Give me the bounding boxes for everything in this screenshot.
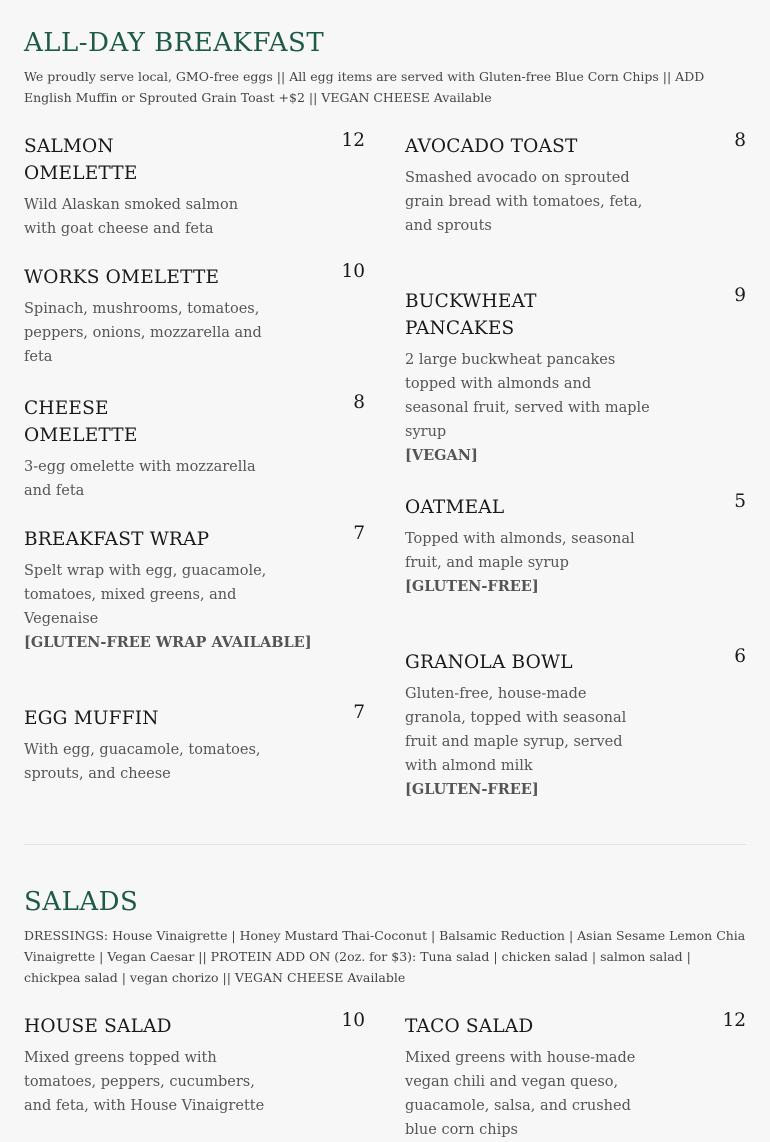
item-name: OATMEAL	[405, 497, 505, 518]
dietary-tag: [VEGAN]	[405, 447, 478, 464]
item-name: HOUSE SALAD	[24, 1016, 172, 1037]
item-price: 7	[353, 523, 365, 544]
menu-item-avocado-toast	[405, 130, 746, 238]
item-price: 7	[353, 702, 365, 723]
item-description: Smashed avocado on sprouted grain bread with tomatoes, feta, and sprouts	[405, 170, 643, 234]
item-description: Mixed greens topped with tomatoes, peppers, cucumbers, and feta, with House Vinaigrette	[24, 1050, 265, 1114]
menu-item-cheese-omelette	[24, 392, 365, 503]
item-description: Spelt wrap with egg, guacamole, tomatoes, mixed greens, and Vegenaise	[24, 563, 267, 627]
menu-item-salmon-omelette	[24, 130, 365, 241]
item-name: BREAKFAST WRAP	[24, 529, 210, 550]
menu-item-breakfast-wrap	[24, 523, 365, 655]
item-name: CHEESE OMELETTE	[24, 398, 138, 446]
item-price: 9	[734, 285, 746, 306]
item-description: Mixed greens with house-made vegan chili and vegan queso, guacamole, salsa, and crushed blue corn chips	[405, 1050, 636, 1138]
item-description: Spinach, mushrooms, tomatoes, peppers, onions, mozzarella and feta	[24, 301, 262, 365]
item-description: Gluten-free, house-made granola, topped with seasonal fruit and maple syrup, served with almond milk	[405, 686, 627, 774]
item-name: GRANOLA BOWL	[405, 652, 573, 673]
item-price: 6	[734, 646, 746, 667]
menu-item-granola-bowl	[405, 646, 746, 802]
menu-item-taco-salad	[405, 1010, 746, 1142]
item-name: EGG MUFFIN	[24, 708, 159, 729]
menu-item-buckwheat-pancakes	[405, 285, 746, 468]
item-name: WORKS OMELETTE	[24, 267, 220, 288]
item-description: Topped with almonds, seasonal fruit, and maple syrup	[405, 531, 635, 571]
breakfast-title: ALL-DAY BREAKFAST	[24, 28, 325, 58]
menu-item-works-omelette	[24, 261, 365, 369]
item-name: SALMON OMELETTE	[24, 136, 138, 184]
item-name: BUCKWHEAT PANCAKES	[405, 291, 537, 339]
menu-item-egg-muffin	[24, 702, 365, 786]
item-price: 10	[341, 1010, 365, 1031]
menu-item-oatmeal	[405, 491, 746, 599]
item-description: 3-egg omelette with mozzarella and feta	[24, 459, 256, 499]
item-price: 10	[341, 261, 365, 282]
dietary-tag: [GLUTEN-FREE WRAP AVAILABLE]	[24, 634, 312, 651]
item-price: 12	[341, 130, 365, 151]
breakfast-note: We proudly serve local, GMO-free eggs || All egg items are served with Gluten-free Blue Corn Chips || ADD English Muffin or Sprouted Grain Toast +$2 || VEGAN CHEESE Available	[24, 69, 705, 105]
item-price: 8	[353, 392, 365, 413]
salads-title: SALADS	[24, 887, 139, 917]
item-description: With egg, guacamole, tomatoes, sprouts, and cheese	[24, 742, 261, 782]
item-description: 2 large buckwheat pancakes topped with almonds and seasonal fruit, served with maple syrup	[405, 352, 650, 440]
item-price: 12	[722, 1010, 746, 1031]
item-name: AVOCADO TOAST	[405, 136, 578, 157]
item-price: 5	[734, 491, 746, 512]
item-price: 8	[734, 130, 746, 151]
section-divider	[24, 844, 746, 845]
salads-note: DRESSINGS: House Vinaigrette | Honey Mustard Thai-Coconut | Balsamic Reduction | Asian Sesame Lemon Chia Vinaigrette | Vegan Caesar || PROTEIN ADD ON (2oz. for $3): Tuna salad | chicken salad | salmon salad | chickpea salad | vegan chorizo || VEGAN CHEESE Available	[24, 928, 746, 985]
menu-item-house-salad	[24, 1010, 365, 1118]
item-name: TACO SALAD	[405, 1016, 534, 1037]
dietary-tag: [GLUTEN-FREE]	[405, 781, 539, 798]
dietary-tag: [GLUTEN-FREE]	[405, 578, 539, 595]
item-description: Wild Alaskan smoked salmon with goat cheese and feta	[24, 197, 239, 237]
